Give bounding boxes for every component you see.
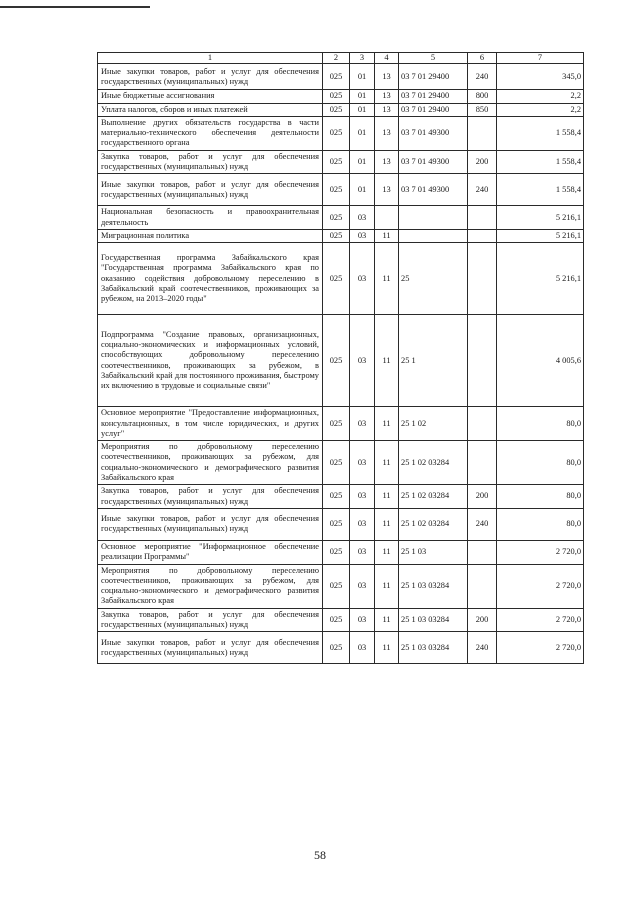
table-row xyxy=(98,407,584,441)
row-sum: 2 720,0 xyxy=(497,632,584,664)
row-csr-code: 03 7 01 49300 xyxy=(399,116,468,150)
row-pr-code: 11 xyxy=(375,485,399,509)
row-sum: 5 216,1 xyxy=(497,243,584,315)
row-rz-code: 03 xyxy=(350,540,375,564)
row-name: Закупка товаров, работ и услуг для обеспечения государственных (муниципальных) нужд xyxy=(98,485,323,509)
row-vr-code: 240 xyxy=(468,64,497,90)
row-pr-code: 11 xyxy=(375,508,399,540)
row-sum: 4 005,6 xyxy=(497,315,584,407)
table-row xyxy=(98,64,584,90)
row-pr-code: 11 xyxy=(375,243,399,315)
row-pr-code: 13 xyxy=(375,103,399,116)
header-col-2: 2 xyxy=(323,53,350,64)
row-gr-code: 025 xyxy=(323,103,350,116)
row-csr-code xyxy=(399,206,468,230)
row-rz-code: 03 xyxy=(350,206,375,230)
row-pr-code: 11 xyxy=(375,407,399,441)
row-vr-code xyxy=(468,116,497,150)
row-csr-code: 25 1 03 xyxy=(399,540,468,564)
row-pr-code: 13 xyxy=(375,150,399,174)
row-name: Уплата налогов, сборов и иных платежей xyxy=(98,103,323,116)
row-sum: 5 216,1 xyxy=(497,229,584,242)
row-name: Государственная программа Забайкальского края "Государственная программа Забайкальского края по оказанию содействия добровольному переселению в Забайкальский край соотечественников, проживающих за рубежом, на 2013–2020 годы" xyxy=(98,243,323,315)
row-rz-code: 03 xyxy=(350,315,375,407)
row-sum: 80,0 xyxy=(497,441,584,485)
row-vr-code: 800 xyxy=(468,90,497,103)
row-rz-code: 01 xyxy=(350,103,375,116)
row-name: Иные бюджетные ассигнования xyxy=(98,90,323,103)
row-csr-code xyxy=(399,229,468,242)
row-vr-code: 200 xyxy=(468,485,497,509)
row-name: Выполнение других обязательств государства в части материально-технического обеспечения деятельности государственного органа xyxy=(98,116,323,150)
row-gr-code: 025 xyxy=(323,64,350,90)
header-col-6: 6 xyxy=(468,53,497,64)
row-rz-code: 01 xyxy=(350,174,375,206)
row-rz-code: 03 xyxy=(350,243,375,315)
row-csr-code: 03 7 01 29400 xyxy=(399,64,468,90)
row-csr-code: 03 7 01 29400 xyxy=(399,103,468,116)
row-sum: 1 558,4 xyxy=(497,150,584,174)
table-body xyxy=(98,53,584,664)
row-name: Национальная безопасность и правоохранительная деятельность xyxy=(98,206,323,230)
row-gr-code: 025 xyxy=(323,206,350,230)
row-pr-code: 11 xyxy=(375,229,399,242)
row-vr-code: 240 xyxy=(468,508,497,540)
row-gr-code: 025 xyxy=(323,407,350,441)
row-csr-code: 25 1 02 xyxy=(399,407,468,441)
row-rz-code: 03 xyxy=(350,441,375,485)
row-vr-code: 240 xyxy=(468,174,497,206)
table-row xyxy=(98,229,584,242)
table-row xyxy=(98,90,584,103)
table-row xyxy=(98,150,584,174)
table-row xyxy=(98,103,584,116)
row-csr-code: 25 1 xyxy=(399,315,468,407)
row-gr-code: 025 xyxy=(323,116,350,150)
row-csr-code: 03 7 01 49300 xyxy=(399,150,468,174)
row-name: Основное мероприятие "Информационное обеспечение реализации Программы" xyxy=(98,540,323,564)
table-row xyxy=(98,441,584,485)
row-sum: 2 720,0 xyxy=(497,564,584,608)
row-pr-code: 11 xyxy=(375,315,399,407)
header-row xyxy=(98,53,584,64)
row-rz-code: 03 xyxy=(350,485,375,509)
table-row xyxy=(98,174,584,206)
row-csr-code: 25 1 03 03284 xyxy=(399,608,468,632)
row-gr-code: 025 xyxy=(323,564,350,608)
header-col-5: 5 xyxy=(399,53,468,64)
row-vr-code: 200 xyxy=(468,608,497,632)
row-rz-code: 03 xyxy=(350,564,375,608)
top-rule xyxy=(0,6,150,8)
row-gr-code: 025 xyxy=(323,540,350,564)
row-sum: 80,0 xyxy=(497,407,584,441)
row-csr-code: 25 1 02 03284 xyxy=(399,485,468,509)
row-rz-code: 03 xyxy=(350,229,375,242)
table-row xyxy=(98,608,584,632)
budget-table xyxy=(97,52,584,664)
row-pr-code: 11 xyxy=(375,540,399,564)
row-rz-code: 03 xyxy=(350,632,375,664)
header-col-7: 7 xyxy=(497,53,584,64)
header-col-4: 4 xyxy=(375,53,399,64)
row-gr-code: 025 xyxy=(323,243,350,315)
row-pr-code: 13 xyxy=(375,64,399,90)
row-pr-code: 11 xyxy=(375,564,399,608)
row-csr-code: 25 1 02 03284 xyxy=(399,441,468,485)
row-csr-code: 03 7 01 29400 xyxy=(399,90,468,103)
row-pr-code: 13 xyxy=(375,174,399,206)
row-vr-code xyxy=(468,441,497,485)
row-name: Иные закупки товаров, работ и услуг для обеспечения государственных (муниципальных) нужд xyxy=(98,174,323,206)
row-vr-code xyxy=(468,564,497,608)
header-col-3: 3 xyxy=(350,53,375,64)
row-rz-code: 03 xyxy=(350,608,375,632)
row-name: Мероприятия по добровольному переселению соотечественников, проживающих за рубежом, для социально-экономического и демографического развития Забайкальского края xyxy=(98,564,323,608)
row-rz-code: 01 xyxy=(350,116,375,150)
table-row xyxy=(98,632,584,664)
row-vr-code xyxy=(468,315,497,407)
row-name: Основное мероприятие "Предоставление информационных, консультационных, в том числе юридических, и других услуг" xyxy=(98,407,323,441)
table-row xyxy=(98,564,584,608)
row-vr-code: 240 xyxy=(468,632,497,664)
row-name: Закупка товаров, работ и услуг для обеспечения государственных (муниципальных) нужд xyxy=(98,608,323,632)
row-vr-code xyxy=(468,243,497,315)
header-col-1: 1 xyxy=(98,53,323,64)
row-pr-code xyxy=(375,206,399,230)
row-pr-code: 13 xyxy=(375,116,399,150)
table-row xyxy=(98,206,584,230)
row-pr-code: 11 xyxy=(375,632,399,664)
row-sum: 5 216,1 xyxy=(497,206,584,230)
row-gr-code: 025 xyxy=(323,608,350,632)
row-gr-code: 025 xyxy=(323,632,350,664)
row-name: Подпрограмма "Создание правовых, организационных, социально-экономических и информационных условий, способствующих добровольному переселению соотечественников, проживающих за рубежом, в Забайкальский край для постоянного проживания, быстрому их включению в трудовые и социальные связи" xyxy=(98,315,323,407)
row-name: Иные закупки товаров, работ и услуг для обеспечения государственных (муниципальных) нужд xyxy=(98,508,323,540)
row-sum: 80,0 xyxy=(497,485,584,509)
table-row xyxy=(98,116,584,150)
row-rz-code: 01 xyxy=(350,150,375,174)
row-gr-code: 025 xyxy=(323,315,350,407)
row-gr-code: 025 xyxy=(323,229,350,242)
row-gr-code: 025 xyxy=(323,485,350,509)
row-csr-code: 03 7 01 49300 xyxy=(399,174,468,206)
row-rz-code: 03 xyxy=(350,508,375,540)
table-row xyxy=(98,243,584,315)
row-vr-code xyxy=(468,407,497,441)
row-sum: 1 558,4 xyxy=(497,116,584,150)
row-csr-code: 25 1 02 03284 xyxy=(399,508,468,540)
table-row xyxy=(98,315,584,407)
row-sum: 345,0 xyxy=(497,64,584,90)
row-csr-code: 25 1 03 03284 xyxy=(399,564,468,608)
row-name: Мероприятия по добровольному переселению соотечественников, проживающих за рубежом, для социально-экономического и демографического развития Забайкальского края xyxy=(98,441,323,485)
row-rz-code: 03 xyxy=(350,407,375,441)
row-sum: 2 720,0 xyxy=(497,540,584,564)
row-vr-code: 850 xyxy=(468,103,497,116)
row-sum: 2 720,0 xyxy=(497,608,584,632)
row-gr-code: 025 xyxy=(323,174,350,206)
page-number: 58 xyxy=(314,848,326,862)
row-pr-code: 11 xyxy=(375,608,399,632)
row-pr-code: 13 xyxy=(375,90,399,103)
row-vr-code xyxy=(468,229,497,242)
row-gr-code: 025 xyxy=(323,90,350,103)
row-sum: 2,2 xyxy=(497,90,584,103)
table-row xyxy=(98,508,584,540)
row-rz-code: 01 xyxy=(350,64,375,90)
row-vr-code xyxy=(468,206,497,230)
row-sum: 80,0 xyxy=(497,508,584,540)
row-name: Миграционная политика xyxy=(98,229,323,242)
row-name: Иные закупки товаров, работ и услуг для обеспечения государственных (муниципальных) нужд xyxy=(98,64,323,90)
row-csr-code: 25 xyxy=(399,243,468,315)
row-pr-code: 11 xyxy=(375,441,399,485)
row-name: Закупка товаров, работ и услуг для обеспечения государственных (муниципальных) нужд xyxy=(98,150,323,174)
row-sum: 1 558,4 xyxy=(497,174,584,206)
row-gr-code: 025 xyxy=(323,441,350,485)
row-csr-code: 25 1 03 03284 xyxy=(399,632,468,664)
row-name: Иные закупки товаров, работ и услуг для обеспечения государственных (муниципальных) нужд xyxy=(98,632,323,664)
row-vr-code xyxy=(468,540,497,564)
table-row xyxy=(98,540,584,564)
row-sum: 2,2 xyxy=(497,103,584,116)
row-rz-code: 01 xyxy=(350,90,375,103)
row-gr-code: 025 xyxy=(323,508,350,540)
table-row xyxy=(98,485,584,509)
row-gr-code: 025 xyxy=(323,150,350,174)
row-vr-code: 200 xyxy=(468,150,497,174)
